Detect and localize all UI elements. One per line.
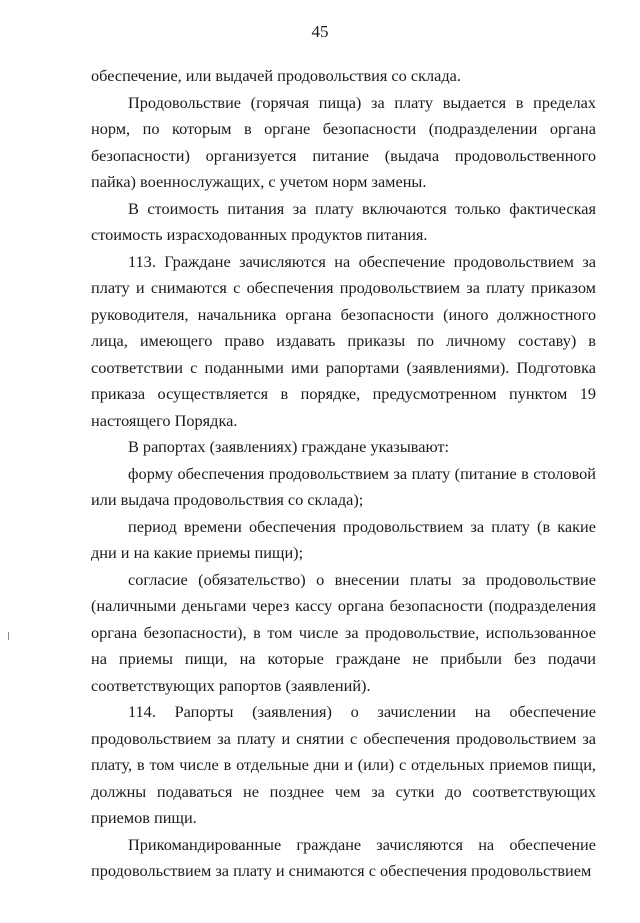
paragraph-114: 114. Рапорты (заявления) о зачислении на обеспечение продовольствием за плату и снятии с обеспечения продовольствием за плату, в том числе в отдельные дни и (или) с отдельных приемов пищи, должны подаваться не позднее чем за сутки до соответствующих приемов пищи. <box>91 702 596 827</box>
paragraph-payment-consent: согласие (обязательство) о внесении платы за продовольствие (наличными деньгами через кассу органа безопасности (подразделения органа безопасности), в том числе за продовольствие, использованное на приемы пищи, на которые граждане не прибыли без подачи соответствующих рапортов (заявлений). <box>91 569 596 695</box>
paragraph-continuation: обеспечение, или выдачей продовольствия со склада. <box>91 66 461 85</box>
margin-mark <box>8 632 9 640</box>
paragraph-provision-period: период времени обеспечения продовольствием за плату (в какие дни и на какие приемы пищи); <box>91 516 596 562</box>
paragraph-meal-cost: В стоимость питания за плату включаются только фактическая стоимость израсходованных продуктов питания. <box>91 198 596 244</box>
paragraph-report-contents: В рапортах (заявлениях) граждане указывают: <box>128 437 450 456</box>
paragraph-113: 113. Граждане зачисляются на обеспечение продовольствием за плату и снимаются с обеспечения продовольствием за плату приказом руководителя, начальника органа безопасности (иного должностного лица, имеющего право издавать приказы по личному составу) в соответствии с поданными ими рапортами (заявлениями). Подготовка приказа осуществляется в порядке, предусмотренном пунктом 19 настоящего Порядка. <box>91 251 596 430</box>
paragraph-provision-form: форму обеспечения продовольствием за плату (питание в столовой или выдача продовольствия со склада); <box>91 463 596 509</box>
page-number: 45 <box>311 22 329 41</box>
paragraph-seconded-citizens: Прикомандированные граждане зачисляются на обеспечение продовольствием за плату и снимаются с обеспечения продовольствием <box>91 834 596 880</box>
paragraph-food-norms: Продовольствие (горячая пища) за плату выдается в пределах норм, по которым в органе безопасности (подразделении органа безопасности) организуется питание (выдача продовольственного пайка) военнослужащих, с учетом норм замены. <box>91 92 596 191</box>
document-body <box>91 63 596 885</box>
